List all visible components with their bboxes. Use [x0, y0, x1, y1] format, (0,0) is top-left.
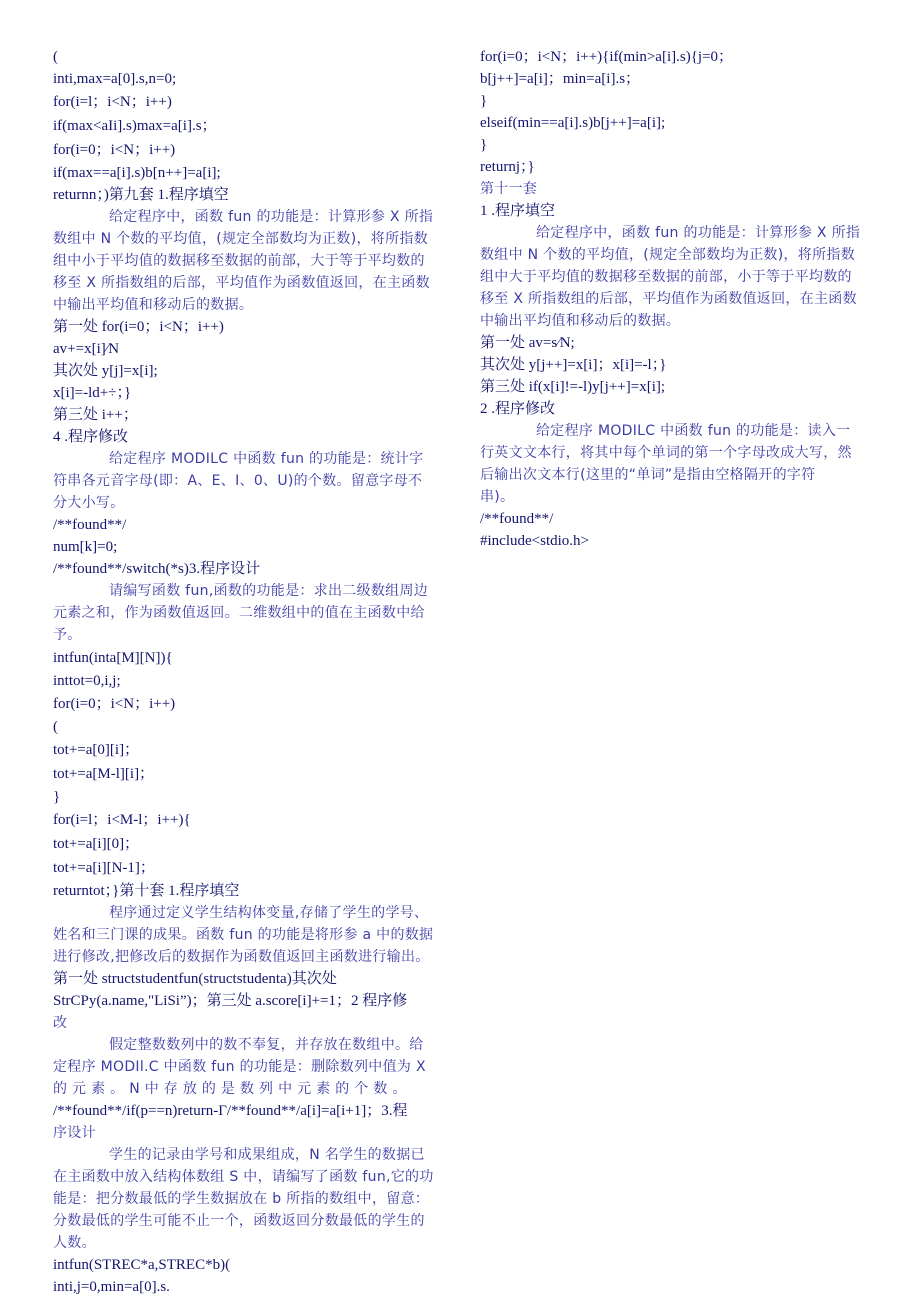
- text-line: 组中小于平均值的数据移至数据的前部，大于等于平均数的: [53, 253, 425, 269]
- text-line: 串)。: [480, 489, 515, 505]
- right-column: [480, 46, 880, 552]
- text-line: intfun(inta[M][N]){: [53, 650, 173, 666]
- text-line: for(i=0；i<N；i++): [53, 142, 176, 158]
- text-line: 1 .程序填空: [480, 203, 556, 219]
- text-line: /**found**/switch(*s)3.程序设计: [53, 561, 261, 577]
- text-line: 组中大于平均值的数据移至数据的前部，小于等于平均数的: [480, 269, 852, 285]
- text-line: 姓名和三门课的成果。函数 fun 的功能是将形参 a 中的数据: [53, 927, 434, 943]
- text-line: 4 .程序修改: [53, 429, 129, 445]
- text-line: (: [53, 719, 58, 735]
- text-line: /**found**/if(p==n)return-Γ/**found**/a[i]=a[i+1]；3.程: [53, 1103, 408, 1119]
- text-line: 分数最低的学生可能不止一个，函数返回分数最低的学生的: [53, 1213, 425, 1229]
- text-line: 中输出平均值和移动后的数据。: [53, 297, 254, 313]
- text-line: 给定程序 MODILC 中函数 fun 的功能是：统计字: [109, 451, 424, 467]
- text-line: 定程序 MODIl.C 中函数 fun 的功能是：删除数列中值为 X: [53, 1059, 426, 1075]
- text-line: }: [480, 137, 488, 153]
- text-line: 第一处 for(i=0；i<N；i++): [53, 319, 224, 335]
- text-line: 假定整数数列中的数不奉复，并存放在数组中。给: [109, 1037, 424, 1053]
- text-line: 给定程序 MODILC 中函数 fun 的功能是：读入一: [536, 423, 851, 439]
- text-line: 行英文文本行，将其中每个单词的第一个字母改成大写，然: [480, 445, 852, 461]
- text-line: b[j++]=a[i]；min=a[i].s；: [480, 71, 641, 87]
- left-column: [53, 46, 461, 1298]
- text-line: }: [53, 789, 61, 805]
- text-line: 请编写函数 fun,函数的功能是：求出二级数组周边: [109, 583, 429, 599]
- text-line: /**found**/: [53, 517, 127, 533]
- text-line: 数组中 N 个数的平均值，(规定全部数均为正数)，将所指数: [53, 231, 428, 247]
- text-line: if(max<aIi].s)max=a[i].s；: [53, 118, 217, 134]
- text-line: 给定程序中，函数 fun 的功能是：计算形参 X 所指: [536, 225, 861, 241]
- text-line: 给定程序中，函数 fun 的功能是：计算形参 X 所指: [109, 209, 434, 225]
- text-line: tot+=a[0][i]；: [53, 742, 140, 758]
- text-line: tot+=a[i][0]；: [53, 836, 140, 852]
- text-line: /**found**/: [480, 511, 554, 527]
- text-line: 学生的记录由学号和成果组成，N 名学生的数据已: [109, 1147, 425, 1163]
- text-line: (: [53, 49, 58, 65]
- text-line: 其次处 y[j++]=x[i]；x[i]=-l；}: [480, 357, 667, 373]
- text-line: 数组中 N 个数的平均值，(规定全部数均为正数)，将所指数: [480, 247, 855, 263]
- text-line: for(i=l；i<M-l；i++){: [53, 812, 191, 828]
- text-line: for(i=l；i<N；i++): [53, 94, 172, 110]
- text-line: 第三处 i++；: [53, 407, 138, 423]
- text-line: 符串各元音字母(即：A、E、I、0、U)的个数。留意字母不: [53, 473, 423, 489]
- text-line: 移至 X 所指数组的后部，平均值作为函数值返回，在主函数: [53, 275, 430, 291]
- text-line: 在主函数中放入结构体数组 S 中，请编写了函数 fun,它的功: [53, 1169, 434, 1185]
- text-line: 中输出平均值和移动后的数据。: [480, 313, 681, 329]
- text-line: av+=x[i]∕N: [53, 341, 120, 357]
- text-line: elseif(min==a[i].s)b[j++]=a[i];: [480, 115, 666, 131]
- text-line: 的 元 素 。 N 中 存 放 的 是 数 列 中 元 素 的 个 数 。: [53, 1081, 407, 1097]
- text-line: 序设计: [53, 1125, 96, 1141]
- text-line: intfun(STREC*a,STREC*b)(: [53, 1257, 231, 1273]
- text-line: num[k]=0;: [53, 539, 118, 555]
- text-line: 第三处 if(x[i]!=-l)y[j++]=x[i];: [480, 379, 666, 395]
- text-line: 人数。: [53, 1235, 96, 1251]
- text-line: tot+=a[M-l][i]；: [53, 766, 155, 782]
- text-line: for(i=0；i<N；i++): [53, 696, 176, 712]
- text-line: inti,j=0,min=a[0].s.: [53, 1279, 170, 1295]
- text-line: if(max==a[i].s)b[n++]=a[i];: [53, 165, 221, 181]
- text-line: 元素之和，作为函数值返回。二维数组中的值在主函数中给: [53, 605, 425, 621]
- text-line: inti,max=a[0].s,n=0;: [53, 71, 177, 87]
- text-line: returnj；}: [480, 159, 535, 175]
- text-line: 分大小写。: [53, 495, 125, 511]
- text-line: 能是：把分数最低的学生数据放在 b 所指的数组中，留意：: [53, 1191, 430, 1207]
- text-line: 2 .程序修改: [480, 401, 556, 417]
- text-line: for(i=0；i<N；i++){if(min>a[i].s){j=0；: [480, 49, 734, 65]
- text-line: 进行修改,把修改后的数据作为函数值返回主函数进行输出。: [53, 949, 430, 965]
- text-line: StrCPy(a.name,"LiSi”)；第三处 a.score[i]+=1；2 程序修: [53, 993, 408, 1009]
- text-line: 第一处 av=s∕N;: [480, 335, 575, 351]
- text-line: 第一处 structstudentfun(structstudenta)其次处: [53, 971, 337, 987]
- text-line: }: [480, 93, 488, 109]
- text-line: #include<stdio.h>: [480, 533, 589, 549]
- text-line: tot+=a[i][N-1]；: [53, 860, 155, 876]
- text-line: 程序通过定义学生结构体变量,存储了学生的学号、: [109, 905, 429, 921]
- text-line: 其次处 y[j]=x[i];: [53, 363, 158, 379]
- text-line: 后输出次文本行(这里的“单词”是指由空格隔开的字符: [480, 467, 816, 483]
- text-line: returntot；}第十套 1.程序填空: [53, 883, 240, 899]
- text-line: 改: [53, 1015, 68, 1031]
- text-line: inttot=0,i,j;: [53, 673, 121, 689]
- text-line: returnn；)第九套 1.程序填空: [53, 187, 229, 203]
- text-line: 第十一套: [480, 181, 538, 197]
- text-line: 予。: [53, 627, 82, 643]
- text-line: 移至 X 所指数组的后部，平均值作为函数值返回，在主函数: [480, 291, 857, 307]
- text-line: x[i]=-ld+÷；}: [53, 385, 132, 401]
